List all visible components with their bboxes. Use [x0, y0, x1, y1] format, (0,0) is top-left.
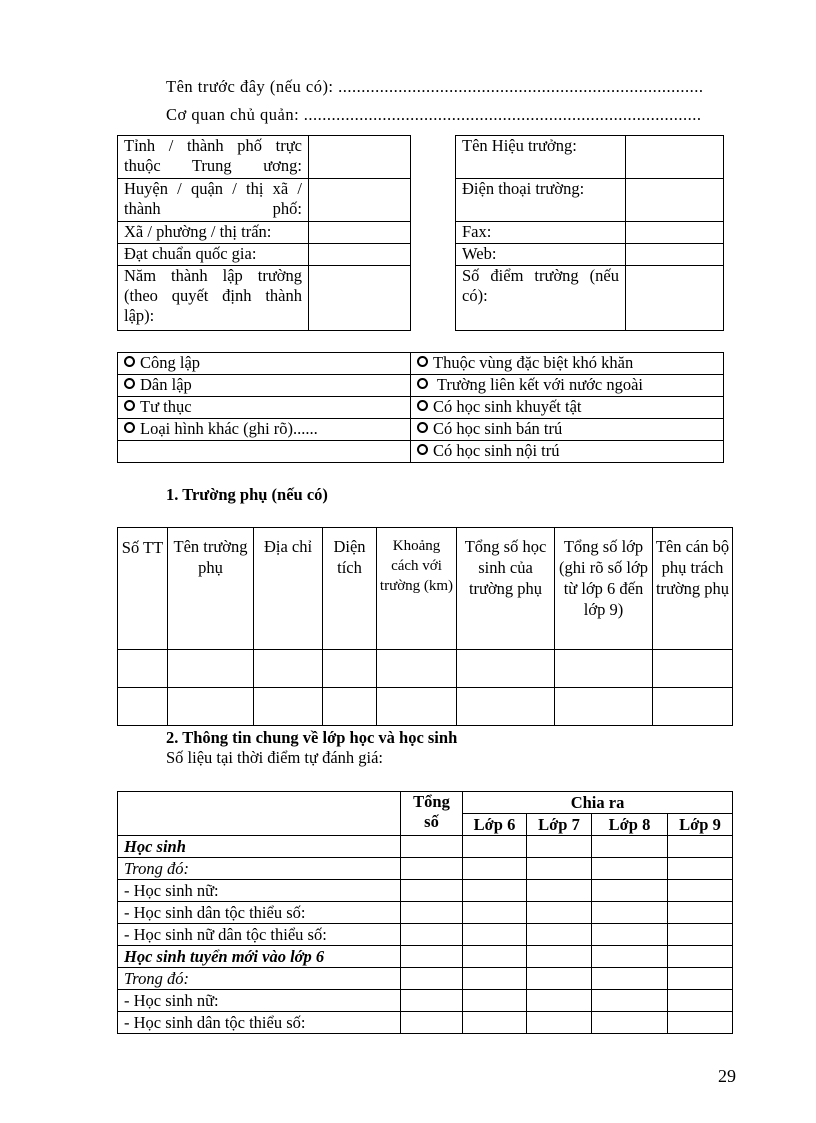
info-label: Huyện / quận / thị xã / thành phố:: [118, 179, 309, 222]
grade-header: Lớp 9: [668, 814, 733, 836]
school-info-table-right: [455, 135, 724, 331]
row-label: - Học sinh nữ dân tộc thiểu số:: [118, 924, 401, 946]
info-label: Tên Hiệu trưởng:: [456, 136, 626, 179]
info-label: Điện thoại trường:: [456, 179, 626, 222]
info-label: Fax:: [456, 222, 626, 244]
row-label: - Học sinh dân tộc thiểu số:: [118, 1012, 401, 1034]
branch-school-table: [117, 527, 733, 726]
info-value: [626, 179, 724, 222]
students-table: [117, 791, 733, 1034]
col-header: Số TT: [118, 528, 168, 650]
col-header: Tên cán bộ phụ trách trường phụ: [653, 528, 733, 650]
row-label: - Học sinh nữ:: [118, 880, 401, 902]
grade-header: Lớp 8: [592, 814, 668, 836]
radio-circle-icon: [417, 378, 428, 389]
split-header: Chia ra: [463, 792, 733, 814]
info-value: [626, 244, 724, 266]
radio-circle-icon: [124, 378, 135, 389]
section2-title: 2. Thông tin chung về lớp học và học sinh: [166, 728, 458, 747]
governing-body-line: Cơ quan chủ quản: ......................................................................................: [166, 105, 702, 124]
info-label: Số điểm trường (nếu có):: [456, 266, 626, 331]
info-label: Xã / phường / thị trấn:: [118, 222, 309, 244]
row-label: - Học sinh nữ:: [118, 990, 401, 1012]
table-row: [118, 688, 733, 726]
info-label: Web:: [456, 244, 626, 266]
info-value: [309, 266, 411, 331]
radio-circle-icon: [417, 422, 428, 433]
info-label: Tỉnh / thành phố trực thuộc Trung ương:: [118, 136, 309, 179]
type-option[interactable]: Loại hình khác (ghi rõ)......: [118, 419, 411, 441]
type-option[interactable]: Dân lập: [118, 375, 411, 397]
info-value: [626, 136, 724, 179]
page-number: 29: [718, 1066, 736, 1086]
type-option[interactable]: Có học sinh nội trú: [411, 441, 724, 463]
row-label: Trong đó:: [118, 858, 401, 880]
school-type-table: [117, 352, 724, 463]
radio-circle-icon: [417, 400, 428, 411]
info-label: Năm thành lập trường (theo quyết định thành lập):: [118, 266, 309, 331]
row-label: Học sinh tuyển mới vào lớp 6: [118, 946, 401, 968]
school-info-table-left: [117, 135, 411, 331]
radio-circle-icon: [124, 422, 135, 433]
type-option[interactable]: Tư thục: [118, 397, 411, 419]
info-value: [626, 222, 724, 244]
grade-header: Lớp 6: [463, 814, 527, 836]
section2-subtitle: Số liệu tại thời điểm tự đánh giá:: [166, 748, 384, 767]
col-header: Địa chỉ: [254, 528, 323, 650]
col-header: Khoảng cách với trường (km): [377, 528, 457, 650]
row-label: - Học sinh dân tộc thiểu số:: [118, 902, 401, 924]
radio-circle-icon: [417, 356, 428, 367]
radio-circle-icon: [417, 444, 428, 455]
info-value: [309, 222, 411, 244]
row-label: Trong đó:: [118, 968, 401, 990]
col-header: Tổng số lớp (ghi rõ số lớp từ lớp 6 đến lớp 9): [555, 528, 653, 650]
info-value: [626, 266, 724, 331]
type-option[interactable]: Có học sinh khuyết tật: [411, 397, 724, 419]
row-label: Học sinh: [118, 836, 401, 858]
info-value: [309, 244, 411, 266]
section1-title: 1. Trường phụ (nếu có): [166, 485, 328, 504]
previous-name-line: Tên trước đây (nếu có): ...............................................................................: [166, 77, 704, 96]
type-option[interactable]: Trường liên kết với nước ngoài: [411, 375, 724, 397]
info-label: Đạt chuẩn quốc gia:: [118, 244, 309, 266]
type-option[interactable]: Thuộc vùng đặc biệt khó khăn: [411, 353, 724, 375]
info-value: [309, 136, 411, 179]
col-header: Tổng số học sinh của trường phụ: [457, 528, 555, 650]
info-value: [309, 179, 411, 222]
grade-header: Lớp 7: [527, 814, 592, 836]
radio-circle-icon: [124, 356, 135, 367]
corner-cell: [118, 792, 401, 836]
radio-circle-icon: [124, 400, 135, 411]
table-row: [118, 650, 733, 688]
total-header: Tổng số: [401, 792, 463, 836]
type-option[interactable]: Có học sinh bán trú: [411, 419, 724, 441]
type-option[interactable]: Công lập: [118, 353, 411, 375]
col-header: Tên trường phụ: [168, 528, 254, 650]
type-option-empty: [118, 441, 411, 463]
col-header: Diện tích: [323, 528, 377, 650]
